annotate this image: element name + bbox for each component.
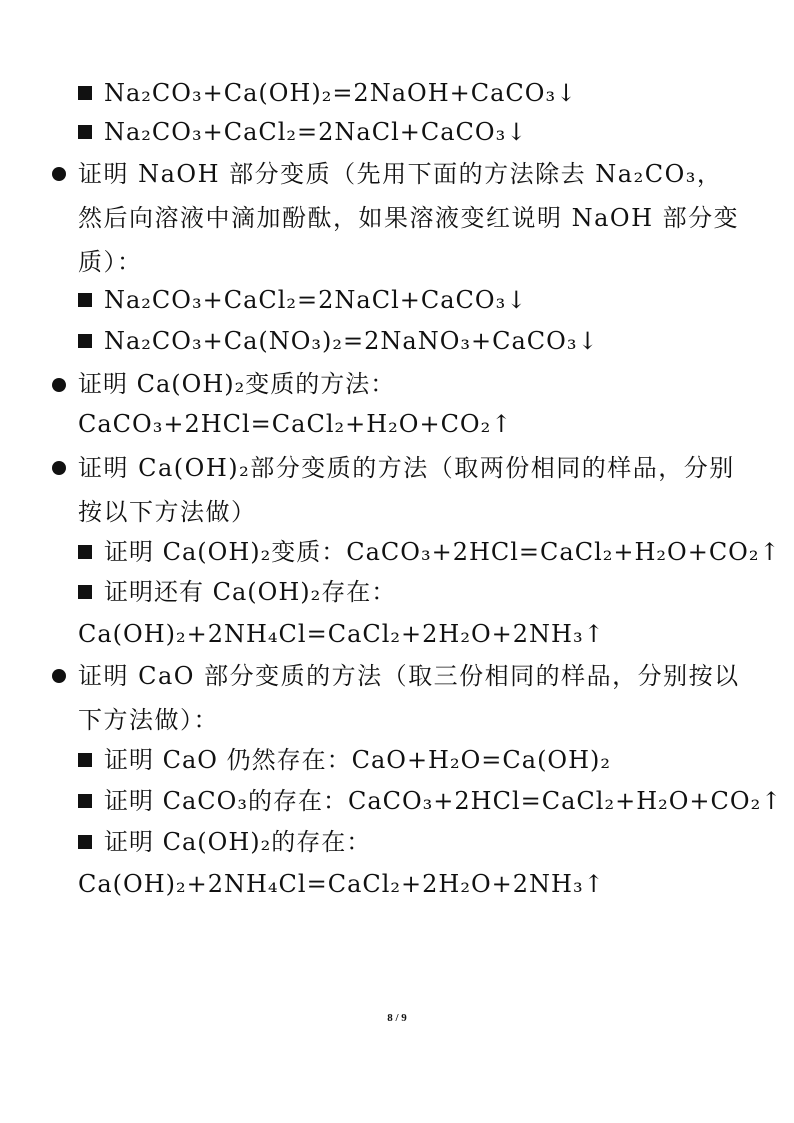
square-bullet-icon	[78, 794, 92, 808]
square-bullet-icon	[78, 334, 92, 348]
equation-line: Ca(OH)₂+2NH₄Cl=CaCl₂+2H₂O+2NH₃↑	[78, 870, 605, 898]
round-bullet-icon	[52, 669, 66, 683]
equation-line: 证明 Ca(OH)₂变质：CaCO₃+2HCl=CaCl₂+H₂O+CO₂↑	[104, 538, 781, 566]
heading-line: 证明还有 Ca(OH)₂存在：	[104, 578, 397, 606]
paragraph-cao-partial: 证明 CaO 部分变质的方法（取三份相同的样品，分别按以下方法做）：	[78, 662, 740, 734]
paragraph-caoh2-partial: 证明 Ca(OH)₂部分变质的方法（取两份相同的样品，分别按以下方法做）	[78, 454, 735, 526]
equation-line: Na₂CO₃+Ca(OH)₂=2NaOH+CaCO₃↓	[104, 79, 578, 107]
square-bullet-icon	[78, 125, 92, 139]
square-bullet-icon	[78, 835, 92, 849]
equation-line: Na₂CO₃+Ca(NO₃)₂=2NaNO₃+CaCO₃↓	[104, 327, 599, 355]
heading-line: 证明 Ca(OH)₂的存在：	[104, 828, 372, 856]
square-bullet-icon	[78, 293, 92, 307]
page-number: 8 / 9	[387, 1012, 407, 1024]
round-bullet-icon	[52, 461, 66, 475]
equation-line: 证明 CaCO₃的存在：CaCO₃+2HCl=CaCl₂+H₂O+CO₂↑	[104, 787, 783, 815]
round-bullet-icon	[52, 167, 66, 181]
equation-line: 证明 CaO 仍然存在：CaO+H₂O=Ca(OH)₂	[104, 746, 612, 774]
round-bullet-icon	[52, 378, 66, 392]
square-bullet-icon	[78, 545, 92, 559]
square-bullet-icon	[78, 585, 92, 599]
equation-line: Na₂CO₃+CaCl₂=2NaCl+CaCO₃↓	[104, 286, 528, 314]
equation-line: Ca(OH)₂+2NH₄Cl=CaCl₂+2H₂O+2NH₃↑	[78, 620, 605, 648]
square-bullet-icon	[78, 86, 92, 100]
equation-line: Na₂CO₃+CaCl₂=2NaCl+CaCO₃↓	[104, 118, 528, 146]
equation-line: CaCO₃+2HCl=CaCl₂+H₂O+CO₂↑	[78, 410, 513, 438]
paragraph-naoh-partial: 证明 NaOH 部分变质（先用下面的方法除去 Na₂CO₃，然后向溶液中滴加酚酞，如果溶液变红说明 NaOH 部分变质）：	[78, 160, 740, 276]
heading-line: 证明 Ca(OH)₂变质的方法：	[78, 370, 396, 398]
square-bullet-icon	[78, 753, 92, 767]
